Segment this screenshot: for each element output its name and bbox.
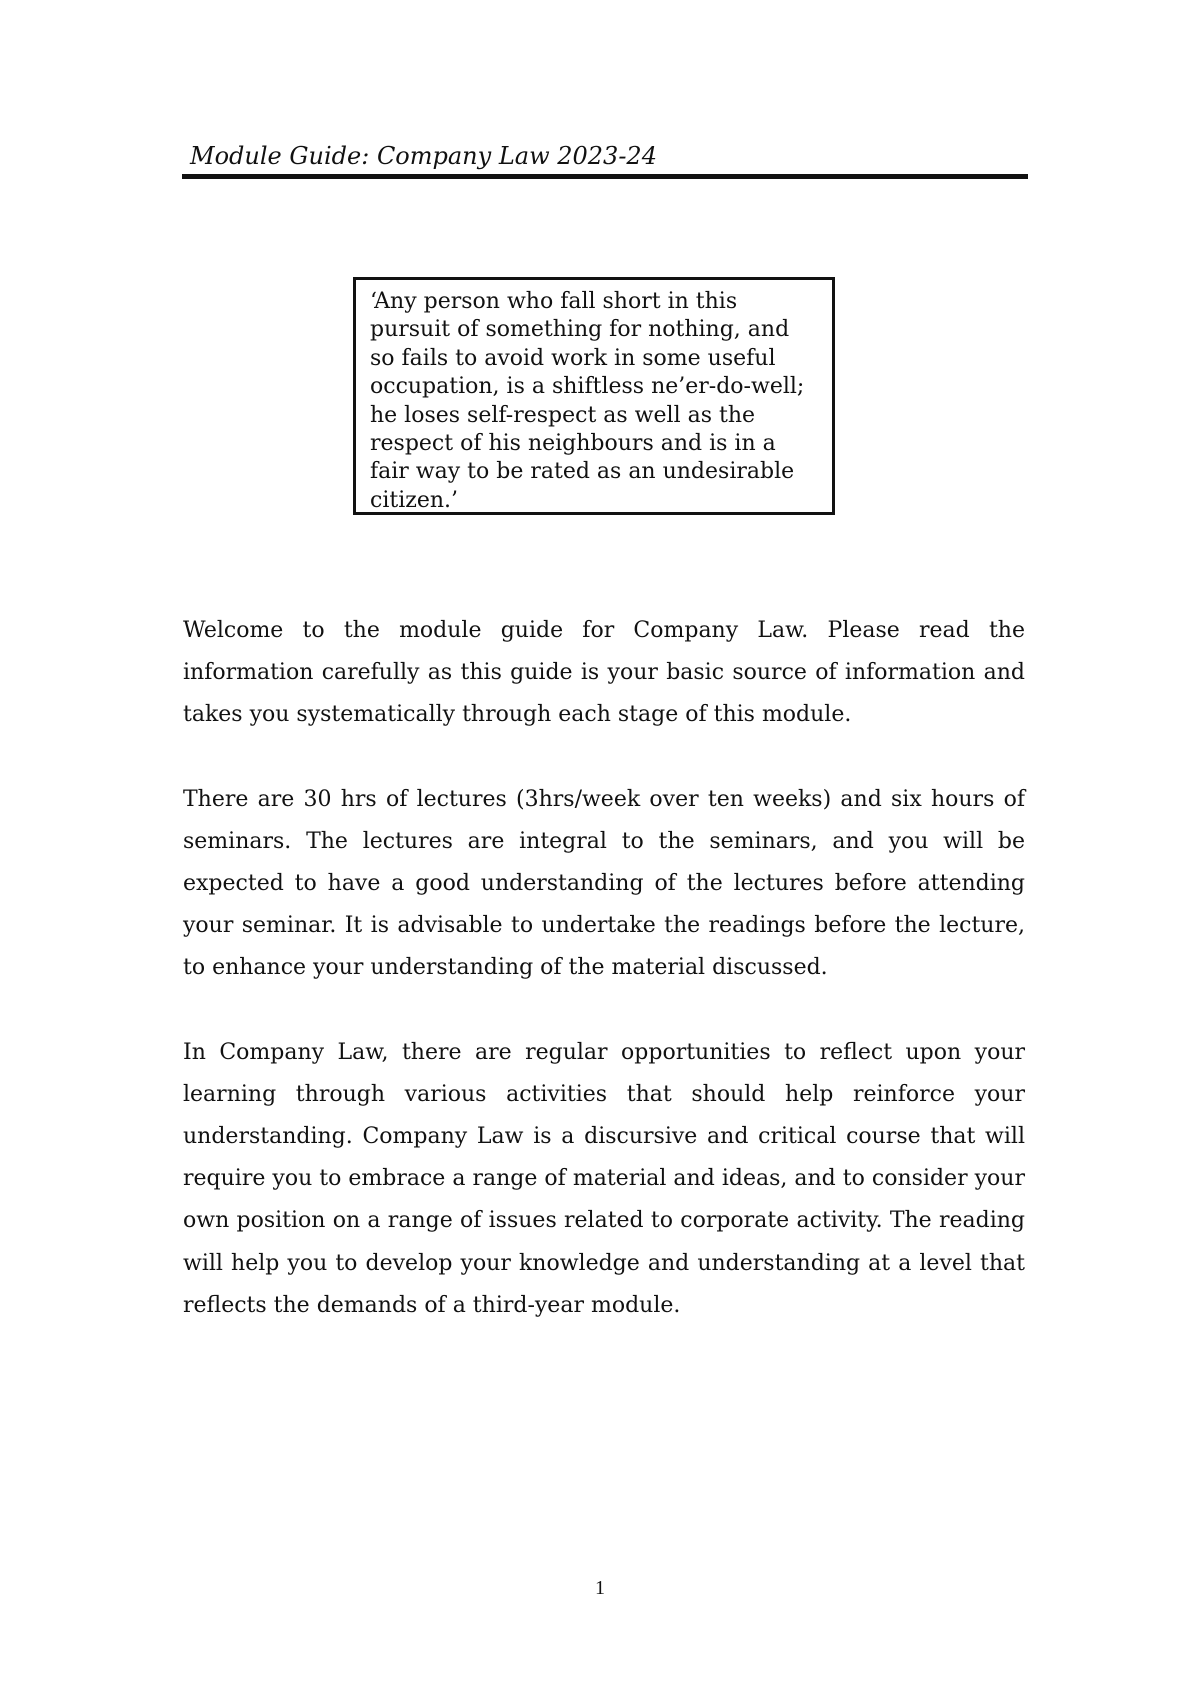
paragraph-lectures: There are 30 hrs of lectures (3hrs/week over ten weeks) and six hours of seminars. The lectures are integral to the seminars, and you will be expected to have a good understanding of the lectures before attending your seminar. It is advisable to undertake the readings before the lecture, to enhance your understanding of the material discussed. xyxy=(183,786,1025,981)
body-text xyxy=(183,610,1025,1369)
page-header xyxy=(182,140,1028,179)
quote-box xyxy=(353,277,835,515)
page-number: 1 xyxy=(595,1577,605,1599)
paragraph-welcome: Welcome to the module guide for Company Law. Please read the information carefully as this guide is your basic source of information and takes you systematically through each stage of this module. xyxy=(183,618,1025,728)
header-title: Module Guide: Company Law 2023-24 xyxy=(190,142,657,170)
quote-text: ‘Any person who fall short in this pursuit of something for nothing, and so fails to avoid work in some useful occupation, is a shiftless ne’er-do-well; he loses self-respect as well as the respect of his neighbours and is in a fair way to be rated as an undesirable citizen.’ xyxy=(370,289,805,513)
paragraph-learning: In Company Law, there are regular opportunities to reflect upon your learning through various activities that should help reinforce your understanding. Company Law is a discursive and critical course that will require you to embrace a range of material and ideas, and to consider your own position on a range of issues related to corporate activity. The reading will help you to develop your knowledge and understanding at a level that reflects the demands of a third-year module. xyxy=(183,1039,1025,1318)
